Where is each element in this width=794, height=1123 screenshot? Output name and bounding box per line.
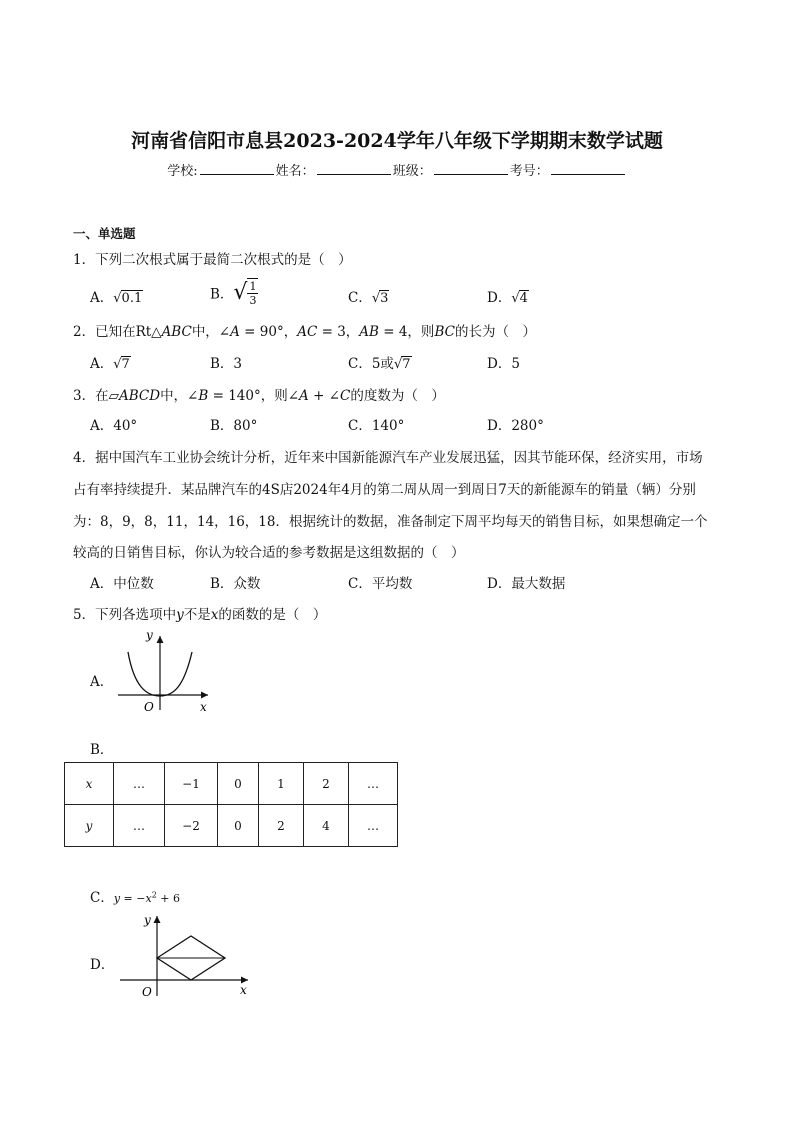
class-blank[interactable]	[434, 162, 508, 175]
sqrt-expression: √7	[393, 357, 411, 372]
math-var: ABCD	[118, 388, 161, 404]
text: 中，∠	[160, 388, 199, 404]
radicand: 7	[121, 357, 130, 372]
school-blank[interactable]	[200, 162, 274, 175]
q4-option-b: B．众数	[210, 576, 261, 592]
q5-option-b-table	[64, 762, 398, 847]
text: = 4，则	[378, 324, 435, 340]
sqrt-expression: √0.1	[113, 291, 143, 306]
table-cell: −1	[165, 763, 218, 805]
q3-option-a: A．40°	[90, 418, 138, 434]
radicand: 7	[402, 357, 411, 372]
sqrt-expression: √4	[511, 291, 528, 306]
math-var: BC	[434, 324, 455, 340]
question-4-line-2: 占有率持续提升．某品牌汽车的4S店2024年4月的第二周从周一到周日7天的新能源车的销量（辆）分别	[73, 482, 696, 498]
question-4-line-1: 4．据中国汽车工业协会统计分析，近年来中国新能源汽车产业发展迅猛，因其节能环保，经济实用，市场	[73, 450, 703, 466]
math-var: ABC	[161, 324, 192, 340]
question-4-line-3: 为：8，9，8，11，14，16，18．根据统计的数据，准备制定下周平均每天的销售目标，如果想确定一个	[73, 514, 708, 530]
text: = 140°，则∠	[208, 388, 300, 404]
option-label: C．	[348, 290, 372, 306]
math-var: y	[176, 607, 184, 623]
option-label: B．	[210, 286, 234, 303]
q5-option-c	[90, 886, 180, 906]
table-cell: 2	[304, 763, 349, 805]
sqrt-expression: √3	[371, 291, 389, 306]
q5-option-a-label: A．	[90, 674, 114, 690]
q2-option-d: D．5	[487, 356, 520, 372]
q1-option-d	[487, 286, 529, 306]
math-var: y	[113, 892, 121, 905]
table-header-cell: y	[65, 805, 114, 847]
table-cell: 4	[304, 805, 349, 847]
number-label: 考号：	[509, 164, 549, 179]
q5-option-d-label: D．	[90, 957, 115, 973]
origin-label: O	[142, 985, 152, 999]
math-var: x	[210, 607, 219, 623]
table-cell: …	[114, 805, 165, 847]
origin-label: O	[144, 700, 154, 714]
q3-option-b: B．80°	[210, 418, 258, 434]
math-var: x	[145, 892, 152, 905]
table-cell: −2	[165, 805, 218, 847]
formula	[114, 892, 180, 905]
math-var: B	[198, 388, 209, 404]
math-var: A	[230, 324, 240, 340]
q2-option-a	[90, 352, 131, 372]
text: 3．在▱	[73, 388, 119, 404]
x-axis-label: x	[240, 983, 247, 997]
q4-option-d: D．最大数据	[487, 576, 566, 592]
exponent: 2	[151, 890, 157, 900]
table-cell: …	[114, 763, 165, 805]
fraction	[247, 278, 258, 307]
q4-option-a: A．中位数	[90, 576, 154, 592]
sqrt-sign: √	[233, 280, 248, 305]
math-var: AC	[297, 324, 318, 340]
table-header-cell: x	[65, 763, 114, 805]
question-5-stem	[73, 603, 326, 623]
text: 2．已知在Rt△	[73, 324, 162, 340]
q3-option-d: D．280°	[487, 418, 544, 434]
radicand: 4	[519, 291, 528, 306]
q5-option-b-label: B．	[90, 742, 114, 758]
text: 5．下列各选项中	[73, 607, 177, 623]
table-cell: …	[349, 763, 398, 805]
math-var: A	[299, 388, 309, 404]
table-cell: 1	[259, 763, 304, 805]
question-3-stem	[73, 384, 445, 404]
name-blank[interactable]	[317, 162, 391, 175]
text: = 90°，	[239, 324, 298, 340]
q5-option-a-graph	[112, 626, 216, 716]
text: + 6	[156, 892, 181, 905]
option-label: A．	[90, 290, 114, 306]
option-label: C．	[90, 890, 114, 906]
text: 的长为（ ）	[454, 324, 536, 340]
text: 不是	[183, 607, 211, 623]
q2-option-b: B．3	[210, 356, 243, 372]
option-label: D．	[487, 290, 512, 306]
text: = −	[120, 892, 146, 905]
q3-option-c: C．140°	[348, 418, 405, 434]
table-cell: …	[349, 805, 398, 847]
question-1-stem: 1．下列二次根式属于最简二次根式的是（ ）	[73, 252, 352, 268]
q5-option-d-graph	[114, 910, 254, 1002]
radicand: 0.1	[121, 291, 143, 306]
sqrt-expression: √7	[113, 357, 130, 372]
math-var: AB	[359, 324, 379, 340]
question-4-line-4: 较高的日销售目标，你认为较合适的参考数据是这组数据的（ ）	[73, 545, 465, 561]
table-row	[65, 763, 398, 805]
student-info-line	[0, 160, 794, 179]
text: + ∠	[308, 388, 340, 404]
q1-option-a	[90, 286, 143, 306]
page-title: 河南省信阳市息县2023-2024学年八年级下学期期末数学试题	[131, 130, 663, 152]
table-cell: 2	[259, 805, 304, 847]
option-label: C．5或	[348, 356, 394, 372]
numerator: 1	[249, 280, 257, 293]
y-axis-label: y	[146, 628, 153, 642]
text: 的函数的是（ ）	[218, 607, 327, 623]
denominator: 3	[249, 294, 257, 307]
q4-option-c: C．平均数	[348, 576, 413, 592]
table-row	[65, 805, 398, 847]
text: = 3，	[317, 324, 360, 340]
number-blank[interactable]	[551, 162, 625, 175]
class-label: 班级：	[392, 164, 432, 179]
text: 的度数为（ ）	[350, 388, 445, 404]
table-cell: 0	[218, 805, 259, 847]
option-label: A．	[90, 356, 114, 372]
q1-option-c	[348, 286, 389, 306]
q2-option-c	[348, 352, 412, 372]
q1-option-b	[210, 278, 258, 307]
table-cell: 0	[218, 763, 259, 805]
x-axis-label: x	[200, 700, 207, 714]
radicand: 3	[380, 291, 389, 306]
name-label: 姓名：	[275, 164, 315, 179]
y-axis-label: y	[144, 913, 151, 927]
math-var: C	[340, 388, 351, 404]
section-heading: 一、单选题	[73, 226, 136, 241]
question-2-stem	[73, 320, 536, 340]
text: 中，∠	[191, 324, 231, 340]
school-label: 学校:	[167, 164, 198, 179]
